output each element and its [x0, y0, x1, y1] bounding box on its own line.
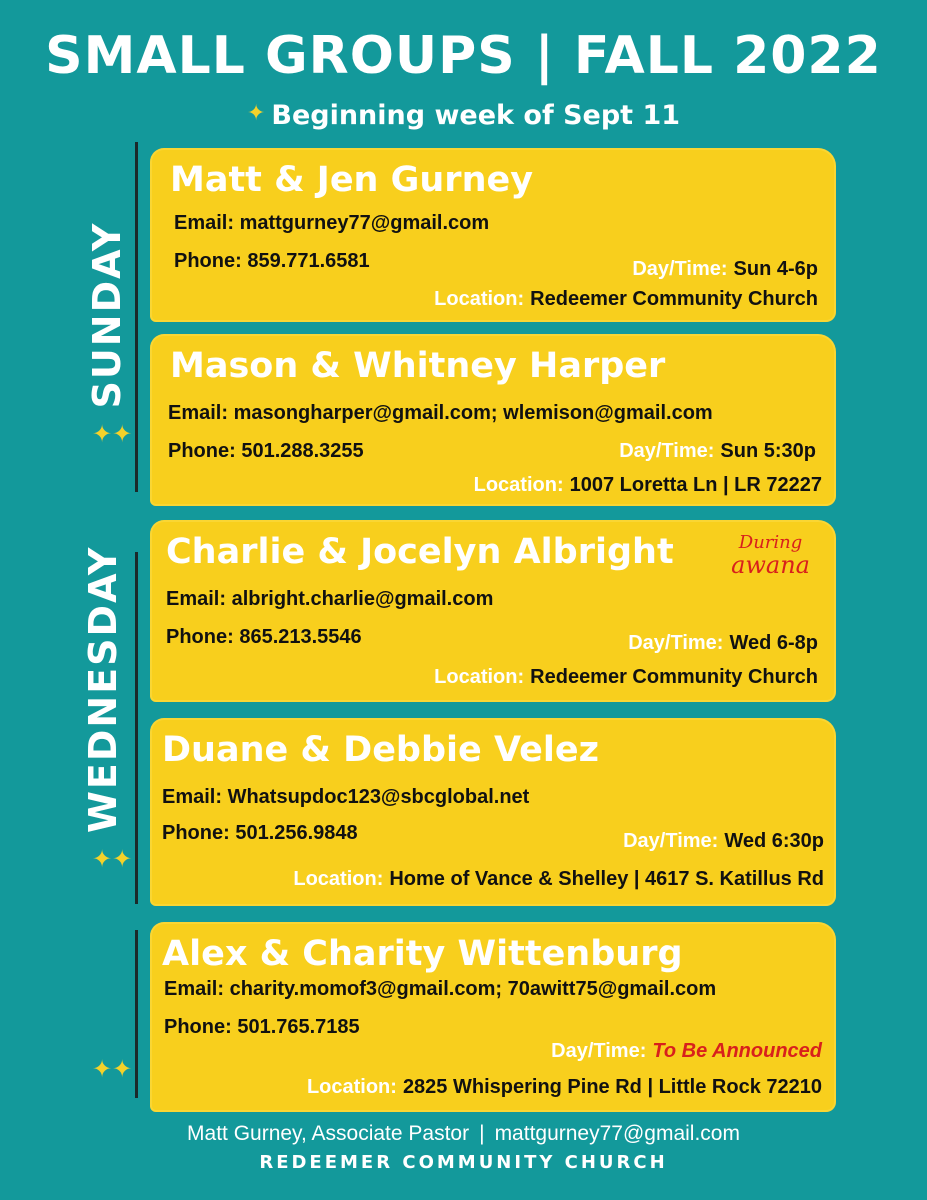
- group-daytime: [551, 1040, 822, 1063]
- group-email: Email: masongharper@gmail.com; wlemison@gmail.com: [168, 402, 713, 424]
- location-label: Location:: [293, 868, 384, 890]
- group-phone: Phone: 501.256.9848: [162, 822, 358, 844]
- daytime-label: Day/Time:: [628, 632, 724, 654]
- sparkle-icon: ✦✦: [92, 1056, 133, 1083]
- subtitle-text: Beginning week of Sept 11: [271, 100, 681, 131]
- footer-contact: [0, 1122, 927, 1146]
- footer-separator: |: [479, 1122, 485, 1145]
- daytime-value: Sun 4-6p: [733, 258, 818, 280]
- group-card: [150, 520, 836, 702]
- group-card: [150, 718, 836, 906]
- group-phone: Phone: 859.771.6581: [174, 250, 370, 272]
- day-label-sunday: SUNDAY: [85, 221, 129, 409]
- day-label-wednesday: WEDNESDAY: [81, 545, 125, 833]
- footer-contact-email: mattgurney77@gmail.com: [494, 1122, 740, 1145]
- group-leader-name: Duane & Debbie Velez: [162, 730, 599, 770]
- daytime-value: To Be Announced: [652, 1040, 822, 1062]
- location-label: Location:: [434, 288, 525, 310]
- group-card: [150, 922, 836, 1112]
- footer-church-name: REDEEMER COMMUNITY CHURCH: [259, 1152, 668, 1173]
- group-email: Email: mattgurney77@gmail.com: [174, 212, 490, 234]
- location-value: Redeemer Community Church: [530, 288, 818, 310]
- group-phone: Phone: 865.213.5546: [166, 626, 362, 648]
- daytime-value: Wed 6:30p: [724, 830, 824, 852]
- group-daytime: [619, 440, 816, 463]
- group-phone: Phone: 501.288.3255: [168, 440, 364, 462]
- location-value: 1007 Loretta Ln | LR 72227: [569, 474, 822, 496]
- group-location: [434, 666, 818, 689]
- note-line-2: awana: [731, 550, 810, 579]
- group-card: [150, 334, 836, 506]
- group-location: [307, 1076, 822, 1099]
- group-email: Email: Whatsupdoc123@sbcglobal.net: [162, 786, 530, 808]
- daytime-label: Day/Time:: [632, 258, 728, 280]
- location-value: Redeemer Community Church: [530, 666, 818, 688]
- group-daytime: [623, 830, 824, 853]
- during-awana-note: [731, 534, 810, 578]
- group-leader-name: Alex & Charity Wittenburg: [162, 934, 683, 974]
- page-subtitle: [0, 100, 927, 131]
- sunday-divider: [135, 142, 138, 492]
- group-location: [474, 474, 822, 497]
- group-daytime: [632, 258, 818, 281]
- wednesday-divider: [135, 552, 138, 904]
- daytime-label: Day/Time:: [623, 830, 719, 852]
- group-email: Email: charity.momof3@gmail.com; 70awitt75@gmail.com: [164, 978, 717, 1000]
- daytime-label: Day/Time:: [619, 440, 715, 462]
- group-leader-name: Matt & Jen Gurney: [170, 160, 534, 200]
- note-line-1: During: [738, 532, 803, 553]
- sparkle-icon: ✦✦: [92, 846, 133, 873]
- daytime-value: Sun 5:30p: [720, 440, 816, 462]
- group-location: [434, 288, 818, 311]
- group-leader-name: Charlie & Jocelyn Albright: [166, 532, 674, 572]
- location-label: Location:: [306, 1076, 397, 1098]
- sparkle-icon: ✦: [246, 101, 266, 126]
- group-email: Email: albright.charlie@gmail.com: [166, 588, 494, 610]
- sparkle-icon: ✦✦: [92, 421, 133, 448]
- location-label: Location:: [473, 474, 564, 496]
- tbd-divider: [135, 930, 138, 1098]
- group-phone: Phone: 501.765.7185: [164, 1016, 360, 1038]
- page-title: SMALL GROUPS | FALL 2022: [45, 26, 882, 86]
- daytime-label: Day/Time:: [551, 1040, 647, 1062]
- location-value: 2825 Whispering Pine Rd | Little Rock 72210: [402, 1076, 822, 1098]
- group-location: [293, 868, 824, 891]
- location-value: Home of Vance & Shelley | 4617 S. Katillus Rd: [389, 868, 824, 890]
- group-leader-name: Mason & Whitney Harper: [170, 346, 666, 386]
- daytime-value: Wed 6-8p: [729, 632, 818, 654]
- group-card: [150, 148, 836, 322]
- group-daytime: [628, 632, 818, 655]
- footer-contact-name: Matt Gurney, Associate Pastor: [187, 1122, 470, 1145]
- location-label: Location:: [434, 666, 525, 688]
